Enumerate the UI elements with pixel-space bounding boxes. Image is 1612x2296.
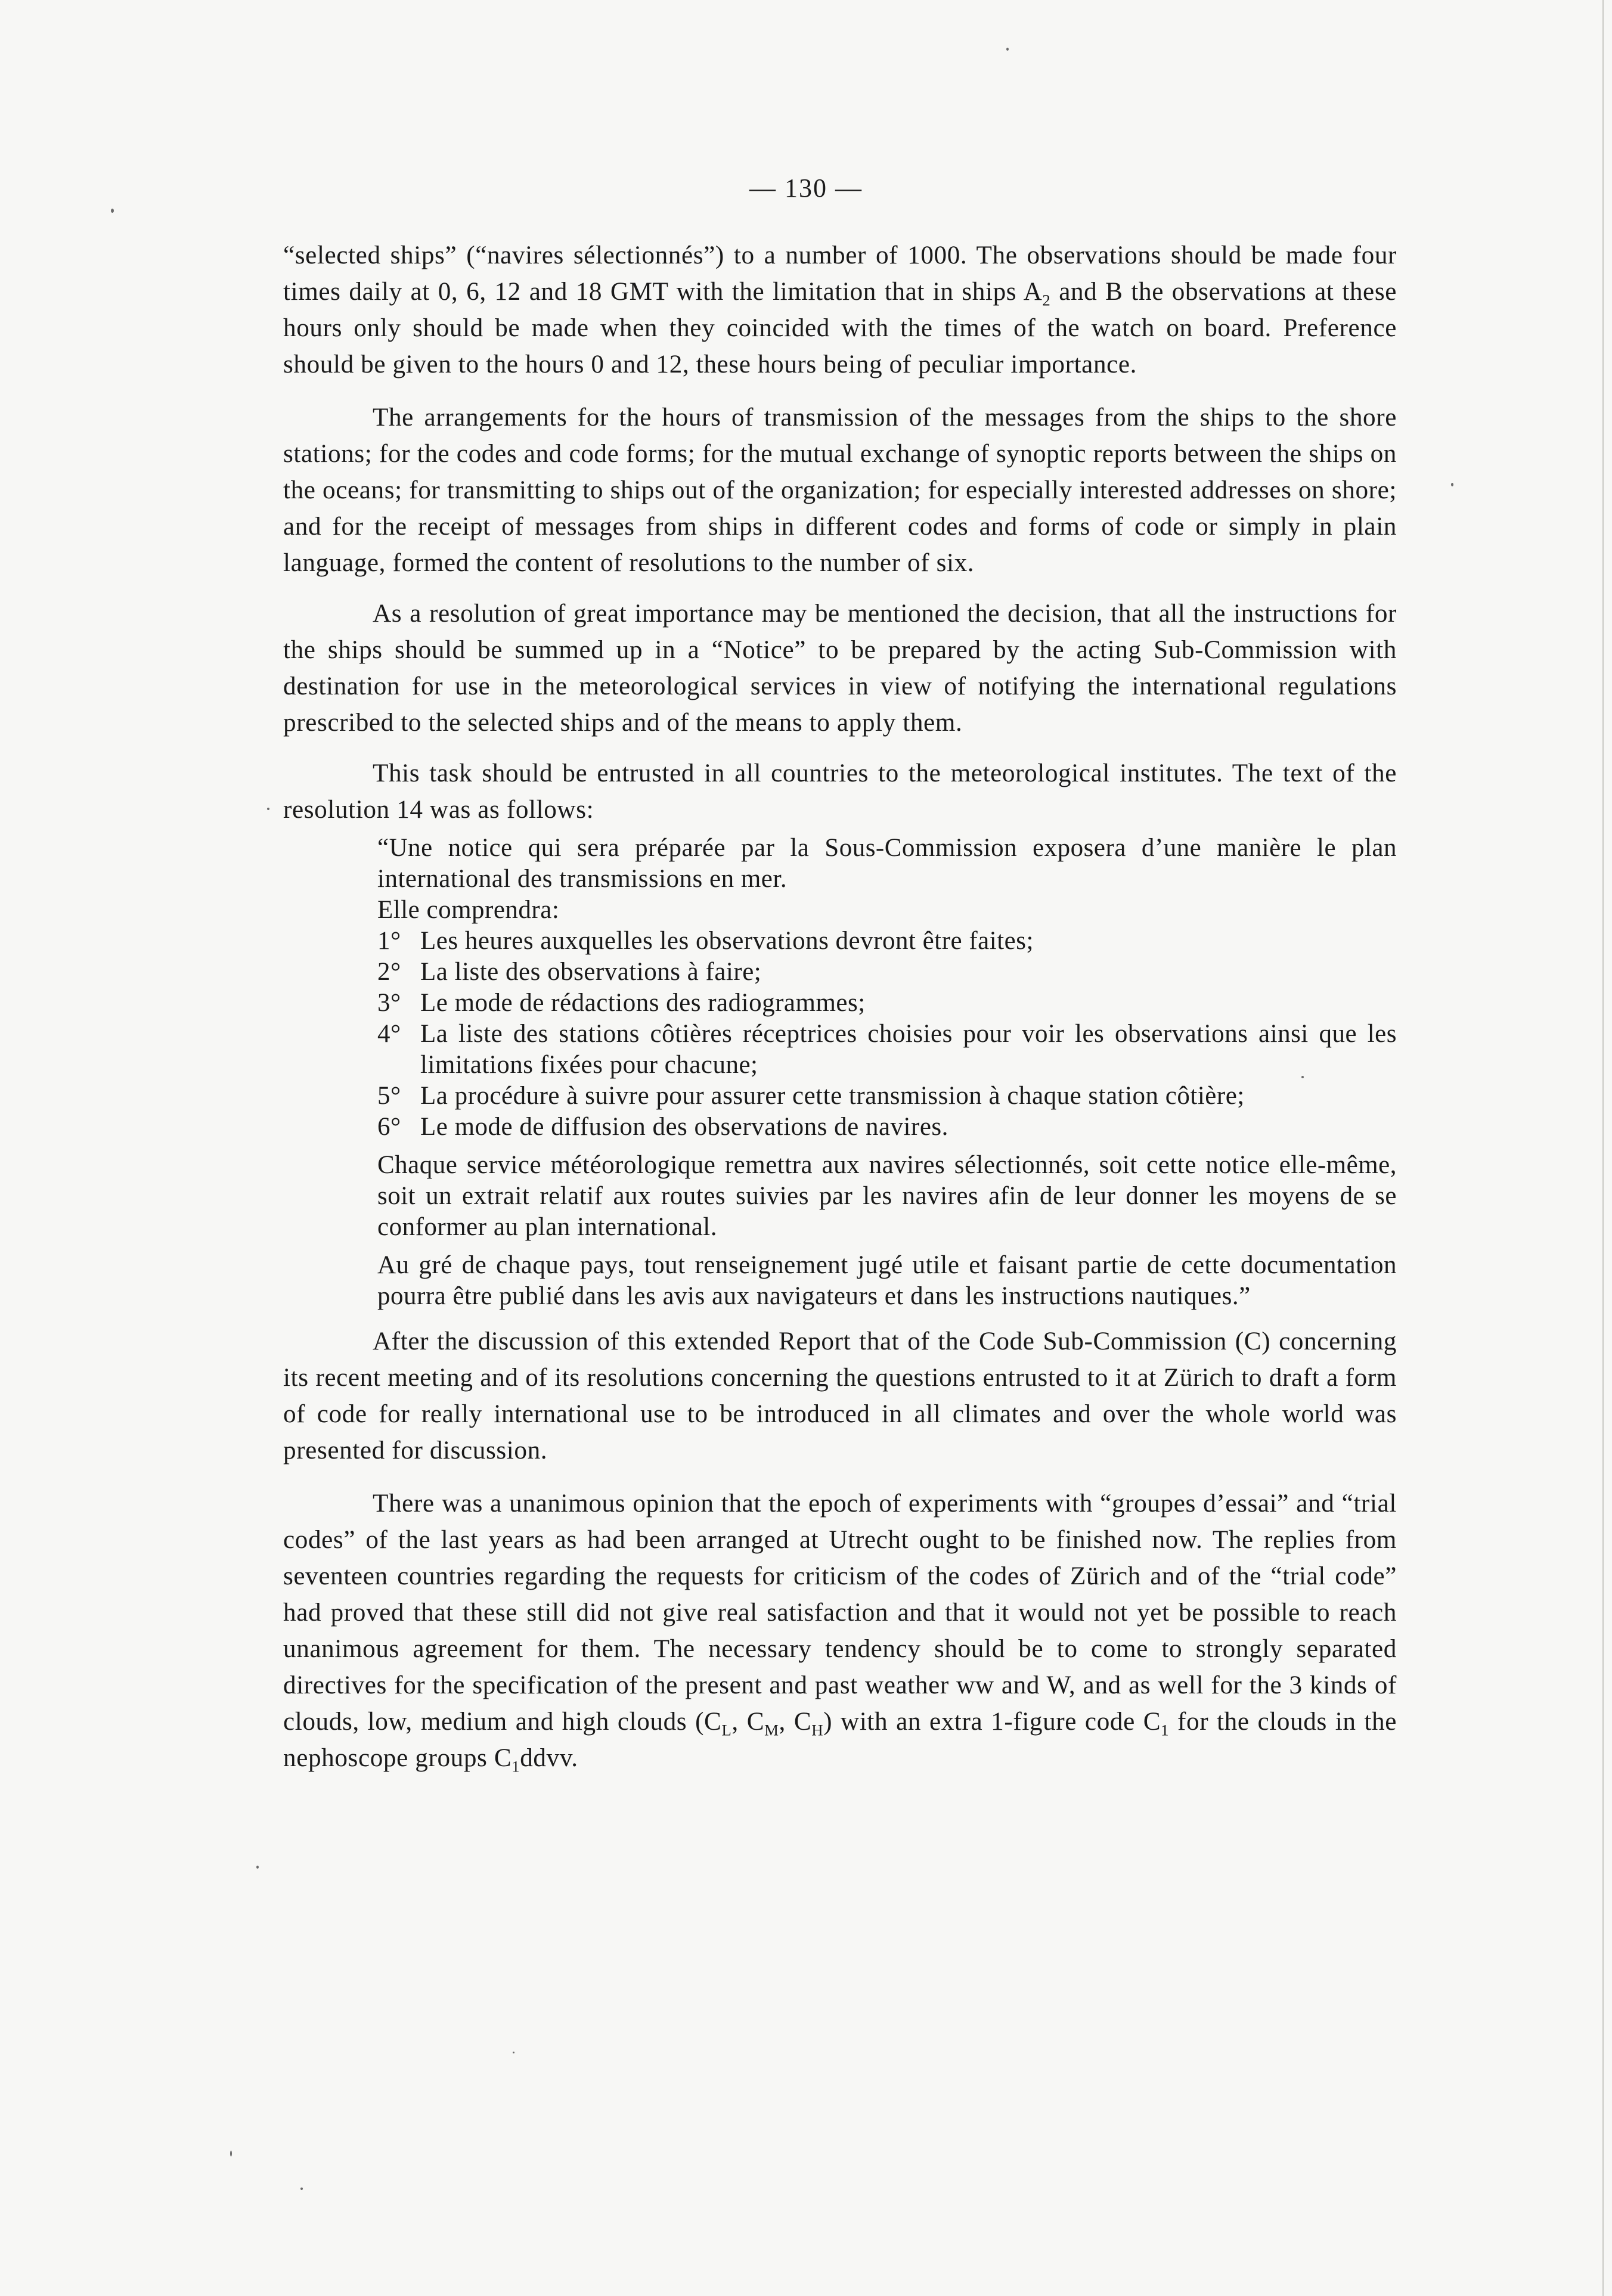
scan-speck [1451, 483, 1453, 486]
list-item: 1° Les heures auxquelles les observations devront être faites; [377, 927, 1034, 955]
page-number-value: 130 [785, 173, 827, 203]
paragraph-5: After the discussion of this extended Report that of the Code Sub-Commission (C) concerning its recent meeting and of its resolutions concerning the questions entrusted to it at Zürich to draft a form of code for really international use to be introduced in all climates and over the whole world was presented for discussion. [283, 1327, 1397, 1465]
quote-paragraph-b: Au gré de chaque pays, tout renseignement jugé utile et faisant partie de cette documentation pourra être publié dans les avis aux navigateurs et dans les instructions nautiques.” [377, 1251, 1397, 1310]
scan-edge-line [1602, 0, 1604, 2296]
list-item: 3° Le mode de rédactions des radiogrammes; [377, 989, 866, 1017]
quote-list [377, 926, 1397, 1143]
resolution-quote [377, 833, 1397, 1312]
page-dash-left: — [749, 173, 777, 203]
paragraph-2: The arrangements for the hours of transmission of the messages from the ships to the shore stations; for the codes and code forms; for the mutual exchange of synoptic reports between the ships on the oceans; for transmitting to ships out of the organization; for especially interested addresses on shore; and for the receipt of messages from ships in different codes and forms of code or simply in plain language, formed the content of resolutions to the number of six. [283, 404, 1397, 577]
quote-intro: “Une notice qui sera préparée par la Sous-Commission exposera d’une manière le plan international des transmissions en mer. [377, 834, 1397, 893]
quote-lead: Elle comprendra: [377, 896, 560, 924]
scan-speck [513, 2052, 514, 2053]
page-dash-right: — [835, 173, 863, 203]
paragraph-4: This task should be entrusted in all countries to the meteorological institutes. The text of the resolution 14 was as follows: [283, 759, 1397, 824]
page-number [0, 173, 1612, 203]
list-item: 6° Le mode de diffusion des observations de navires. [377, 1113, 948, 1141]
scan-speck [230, 2151, 232, 2157]
list-item: 2° La liste des observations à faire; [377, 958, 762, 986]
paragraph-6: There was a unanimous opinion that the epoch of experiments with “groupes d’essai” and “trial codes” of the last years as had been arranged at Utrecht ought to be finished now. The replies from seventeen countries regarding the requests for criticism of the codes of Zürich and of the “trial code” had proved that these still did not give real satisfaction and that it would not yet be possible to reach unanimous agreement for them. The necessary tendency should be to come to strongly separated directives for the specification of the present and past weather ww and W, and as well for the 3 kinds of clouds, low, medium and high clouds ($C_L$, $C_M$, $C_H$) with an extra 1-figure code $C_1$ for the clouds in the nephoscope groups $C_1ddvv$. [283, 1490, 1397, 1776]
scan-speck [267, 808, 269, 810]
body-text [283, 237, 1397, 1776]
paragraph-3: As a resolution of great importance may be mentioned the decision, that all the instructions for the ships should be summed up in a “Notice” to be prepared by the acting Sub-Commission with destination for use in the meteorological services in view of notifying the international regulations prescribed to the selected ships and of the means to apply them. [283, 600, 1397, 737]
paragraph-1: “selected ships” (“navires sélectionnés”) to a number of 1000. The observations should be made four times daily at 0, 6, 12 and 18 GMT with the limitation that in ships $A_2$ and B the observations at these hours only should be made when they coincided with the times of the watch on board. Preference should be given to the hours 0 and 12, these hours being of peculiar importance. [283, 241, 1397, 378]
scan-speck [1006, 48, 1009, 51]
list-item: 5° La procédure à suivre pour assurer cette transmission à chaque station côtière; [377, 1082, 1245, 1110]
list-item: 4° La liste des stations côtières réceptrices choisies pour voir les observations ainsi que les limitations fixées pour chacune; [377, 1020, 1397, 1079]
scan-speck [111, 209, 114, 213]
scan-speck [256, 1866, 259, 1869]
quote-paragraph-a: Chaque service météorologique remettra aux navires sélectionnés, soit cette notice elle-même, soit un extrait relatif aux routes suivies par les navires afin de leur donner les moyens de se conformer au plan international. [377, 1151, 1397, 1241]
scan-speck [1301, 1076, 1304, 1078]
scan-speck [300, 2188, 303, 2190]
